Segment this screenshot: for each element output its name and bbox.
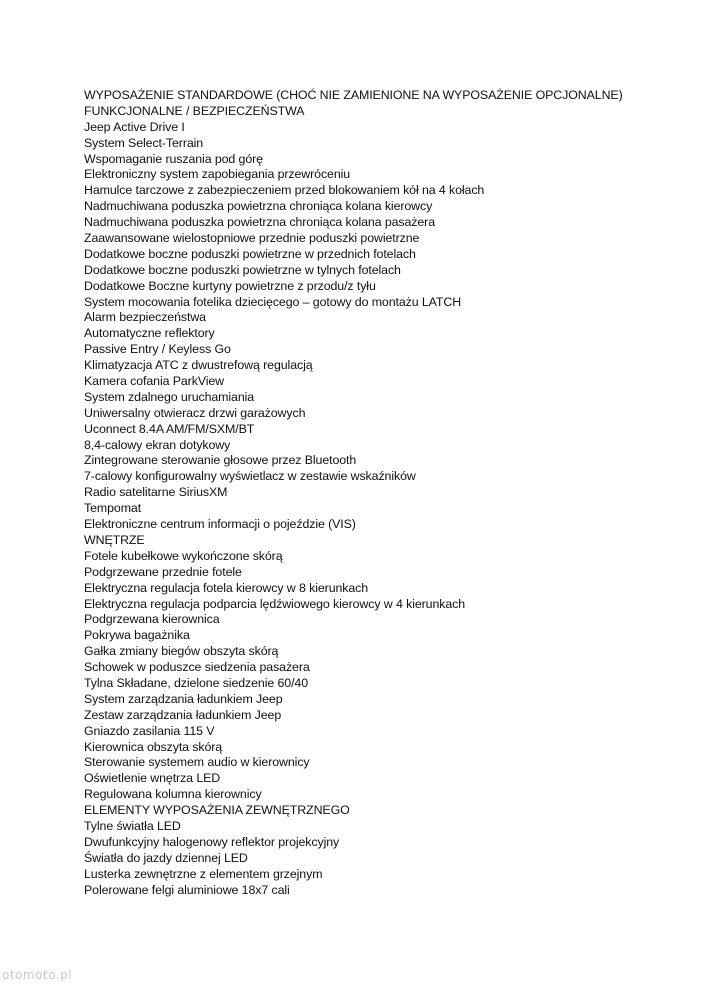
section-heading: WNĘTRZE [84, 532, 145, 547]
equipment-item: Zestaw zarządzania ładunkiem Jeep [84, 707, 282, 722]
equipment-item: Tylne światła LED [84, 818, 181, 833]
equipment-item: System zdalnego uruchamiania [84, 389, 255, 404]
equipment-item: Sterowanie systemem audio w kierownicy [84, 755, 310, 770]
equipment-item: Elektryczna regulacja podparcia lędźwiowego kierowcy w 4 kierunkach [84, 596, 466, 611]
equipment-item: Fotele kubełkowe wykończone skórą [84, 548, 283, 563]
equipment-item: Uniwersalny otwieracz drzwi garażowych [84, 405, 306, 420]
equipment-item: Tempomat [84, 501, 142, 516]
equipment-item: System zarządzania ładunkiem Jeep [84, 691, 283, 706]
equipment-item: Polerowane felgi aluminiowe 18x7 cali [84, 882, 290, 897]
equipment-item: 8,4-calowy ekran dotykowy [84, 437, 231, 452]
equipment-item: Regulowana kolumna kierownicy [84, 787, 262, 802]
equipment-item: Dodatkowe boczne poduszki powietrzne w przednich fotelach [84, 246, 416, 261]
equipment-item: Automatyczne reflektory [84, 326, 215, 341]
equipment-item: Dodatkowe boczne poduszki powietrzne w tylnych fotelach [84, 262, 401, 277]
equipment-item: Nadmuchiwana poduszka powietrzna chroniąca kolana pasażera [84, 215, 435, 230]
equipment-item: Nadmuchiwana poduszka powietrzna chroniąca kolana kierowcy [84, 199, 433, 214]
equipment-item: Gałka zmiany biegów obszyta skórą [84, 644, 279, 659]
equipment-item: Kamera cofania ParkView [84, 374, 225, 389]
equipment-item: Jeep Active Drive I [84, 119, 185, 134]
equipment-item: Uconnect 8.4A AM/FM/SXM/BT [84, 421, 255, 436]
equipment-item: Oświetlenie wnętrza LED [84, 771, 221, 786]
equipment-item: Zintegrowane sterowanie głosowe przez Bluetooth [84, 453, 357, 468]
equipment-item: Podgrzewane przednie fotele [84, 564, 242, 579]
equipment-item: Wspomaganie ruszania pod górę [84, 151, 263, 166]
equipment-item: Schowek w poduszce siedzenia pasażera [84, 660, 310, 675]
equipment-item: Klimatyzacja ATC z dwustrefową regulacją [84, 358, 313, 373]
equipment-item: 7-calowy konfigurowalny wyświetlacz w zestawie wskaźników [84, 469, 416, 484]
section-heading: FUNKCJONALNE / BEZPIECZEŃSTWA [84, 103, 305, 118]
equipment-item: System mocowania fotelika dziecięcego – gotowy do montażu LATCH [84, 294, 462, 309]
watermark-text: otomoto.pl [2, 968, 73, 982]
equipment-item: Światła do jazdy dziennej LED [84, 850, 248, 865]
equipment-list [84, 88, 684, 898]
section-heading: ELEMENTY WYPOSAŻENIA ZEWNĘTRZNEGO [84, 803, 350, 818]
equipment-item: Kierownica obszyta skórą [84, 739, 223, 754]
equipment-item: Radio satelitarne SiriusXM [84, 485, 228, 500]
equipment-item: Passive Entry / Keyless Go [84, 342, 231, 357]
equipment-item: Elektryczna regulacja fotela kierowcy w 8 kierunkach [84, 580, 369, 595]
equipment-item: Dodatkowe Boczne kurtyny powietrzne z przodu/z tyłu [84, 278, 376, 293]
equipment-item: Dwufunkcyjny halogenowy reflektor projekcyjny [84, 834, 340, 849]
equipment-item: Tylna Składane, dzielone siedzenie 60/40 [84, 675, 309, 690]
equipment-item: Hamulce tarczowe z zabezpieczeniem przed blokowaniem kół na 4 kołach [84, 183, 485, 198]
equipment-item: Podgrzewana kierownica [84, 612, 220, 627]
section-heading: WYPOSAŻENIE STANDARDOWE (CHOĆ NIE ZAMIENIONE NA WYPOSAŻENIE OPCJONALNE) [84, 88, 623, 102]
equipment-item: Zaawansowane wielostopniowe przednie poduszki powietrzne [84, 231, 420, 246]
equipment-item: Elektroniczne centrum informacji o pojeździe (VIS) [84, 517, 356, 532]
equipment-item: Pokrywa bagażnika [84, 628, 190, 643]
equipment-item: System Select-Terrain [84, 135, 204, 150]
equipment-item: Gniazdo zasilania 115 V [84, 723, 215, 738]
equipment-item: Lusterka zewnętrzne z elementem grzejnym [84, 866, 323, 881]
equipment-item: Alarm bezpieczeństwa [84, 310, 206, 325]
equipment-item: Elektroniczny system zapobiegania przewróceniu [84, 167, 351, 182]
